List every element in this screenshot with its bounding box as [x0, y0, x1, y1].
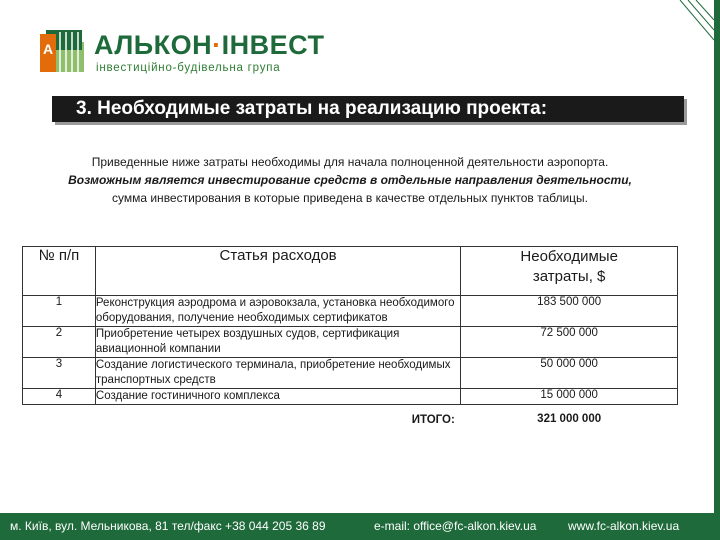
row-item: Реконструкция аэродрома и аэровокзала, установка необходимого оборудования, получение необходимых сертификатов [95, 296, 460, 327]
brand-name-tail: ІНВЕСТ [221, 30, 325, 60]
row-item: Создание логистического терминала, приобретение необходимых транспортных средств [95, 358, 460, 389]
brand-name [94, 30, 325, 61]
brand-name-dot: · [212, 30, 222, 60]
right-accent-bar [714, 0, 720, 540]
row-cost: 72 500 000 [461, 327, 678, 358]
header-cost-line1: Необходимые [520, 248, 618, 265]
row-cost: 183 500 000 [461, 296, 678, 327]
table-row [23, 389, 678, 405]
row-cost: 15 000 000 [461, 389, 678, 405]
intro-line-2: Возможным является инвестирование средств в отдельные направления деятельности, [68, 173, 632, 187]
svg-text:А: А [43, 41, 54, 57]
row-num: 1 [23, 296, 96, 327]
table-row [23, 358, 678, 389]
total-value: 321 000 000 [537, 413, 602, 425]
intro-text [20, 153, 680, 207]
row-item: Создание гостиничного комплекса [95, 389, 460, 405]
row-num: 4 [23, 389, 96, 405]
corner-decoration-icon [672, 0, 714, 48]
brand-tagline: інвестиційно-будівельна група [96, 62, 281, 74]
footer-address: м. Київ, вул. Мельникова, 81 тел/факс +38 044 205 36 89 [10, 519, 326, 533]
row-num: 2 [23, 327, 96, 358]
company-logo [38, 28, 325, 78]
header-item: Статья расходов [95, 247, 460, 296]
costs-table [22, 246, 678, 433]
header-num: № п/п [23, 247, 96, 296]
slide-title: 3. Необходимые затраты на реализацию проекта: [76, 98, 548, 119]
table-header-row [23, 247, 678, 296]
footer-bar [0, 513, 720, 540]
row-num: 3 [23, 358, 96, 389]
row-cost: 50 000 000 [461, 358, 678, 389]
total-spacer [23, 405, 96, 434]
brand-name-main: АЛЬКОН [94, 30, 213, 60]
table-total-row [23, 405, 678, 434]
header-cost [461, 247, 678, 296]
footer-website[interactable]: www.fc-alkon.kiev.ua [568, 519, 680, 533]
row-item: Приобретение четырех воздушных судов, сертификация авиационной компании [95, 327, 460, 358]
intro-line-1: Приведенные ниже затраты необходимы для начала полноценной деятельности аэропорта. [91, 155, 609, 169]
table-row [23, 296, 678, 327]
total-label: ИТОГО: [411, 414, 455, 426]
intro-line-3: сумма инвестирования в которые приведена в качестве отдельных пунктов таблицы. [111, 191, 588, 205]
table-row [23, 327, 678, 358]
footer-email[interactable]: e-mail: office@fc-alkon.kiev.ua [374, 519, 537, 533]
header-cost-line2: затраты, $ [532, 268, 606, 285]
building-logo-icon [38, 28, 88, 74]
slide-title-bar [52, 96, 684, 122]
